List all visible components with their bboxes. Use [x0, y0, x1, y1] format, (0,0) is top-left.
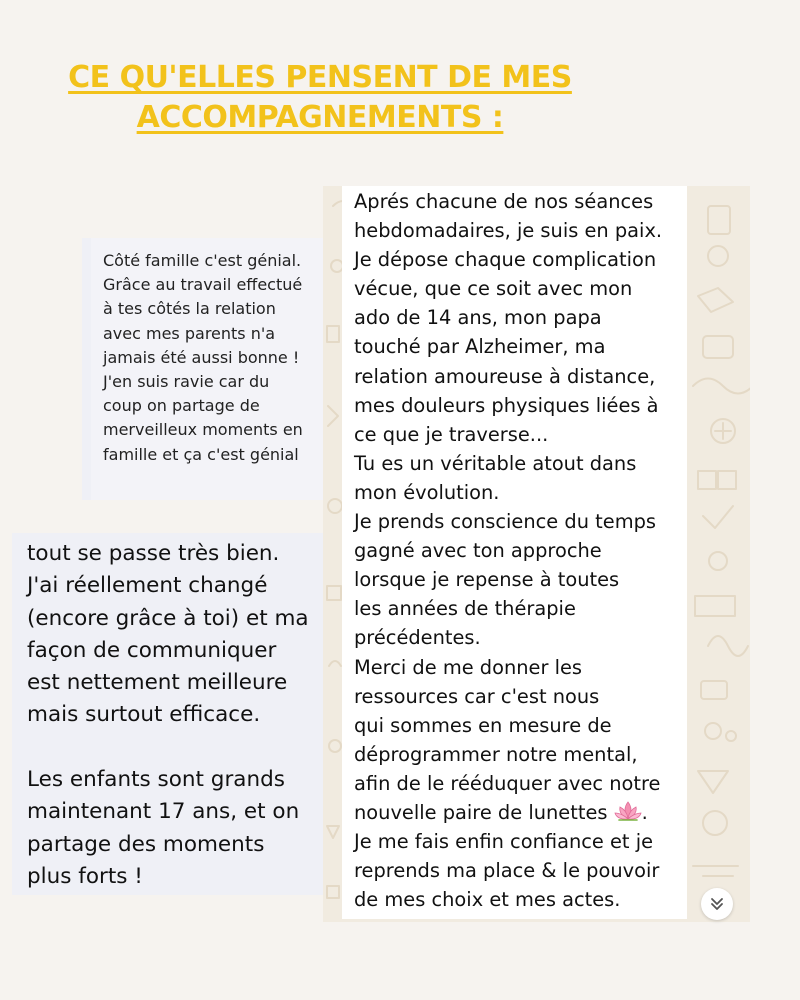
- page-title: [0, 58, 640, 138]
- testimonial-communication-card: [12, 533, 324, 895]
- page-title-line-2: ACCOMPAGNEMENTS :: [136, 100, 504, 135]
- page-title-line-1: CE QU'ELLES PENSENT DE MES: [68, 60, 572, 95]
- testimonial-family-text: Côté famille c'est génial. Grâce au travail effectué à tes côtés la relation avec mes parents n'a jamais été aussi bonne ! J'en suis ravie car du coup on partage de merveilleux moments en famille et ça c'est génial: [103, 251, 303, 464]
- testimonial-communication-text: tout se passe très bien. J'ai réellement changé (encore grâce à toi) et ma façon de communiquer est nettement meilleure mais surtout efficace. Les enfants sont grands maintenant 17 ans, et on partage des moments plus forts !: [27, 541, 309, 889]
- testimonial-weekly-sessions-text: [354, 187, 689, 914]
- testimonial-family-card: [82, 238, 325, 500]
- scroll-down-button[interactable]: [701, 888, 733, 920]
- message-text-part-2: . Je me fais enfin confiance et je reprends ma place & le pouvoir de mes choix et mes actes.: [354, 800, 660, 912]
- lotus-icon: [614, 800, 642, 822]
- double-chevron-down-icon: [709, 896, 725, 912]
- message-text-part-1: Aprés chacune de nos séances hebdomadaires, je suis en paix. Je dépose chaque complication vécue, que ce soit avec mon ado de 14 ans, mon papa touché par Alzheimer, ma relation amoureuse à distance, mes douleurs physiques liées à ce que je traverse... Tu es un véritable atout dans mon évolution. Je prends conscience du temps gagné avec ton approche lorsque je repense à toutes les années de thérapie précédentes. Merci de me donner les ressources car c'est nous qui sommes en mesure de déprogrammer notre mental, afin de le rééduquer avec notre nouvelle paire de lunettes: [354, 190, 663, 824]
